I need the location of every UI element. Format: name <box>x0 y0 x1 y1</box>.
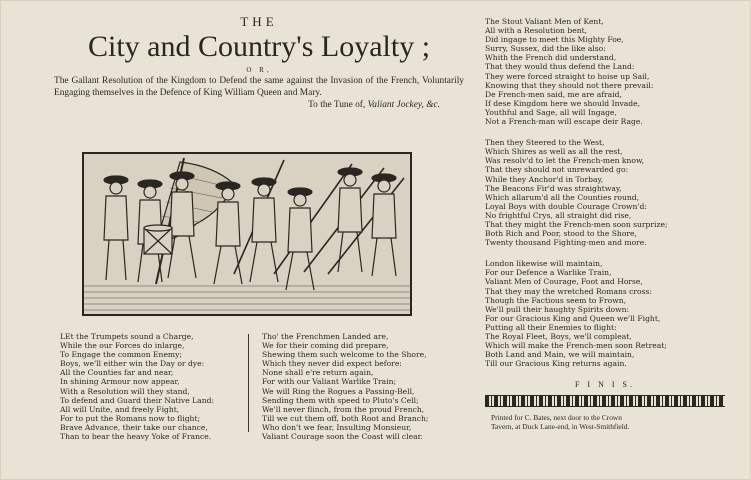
verse-line: The Royal Fleet, Boys, we'll compleat, <box>485 332 632 341</box>
subtitle <box>54 75 464 110</box>
verse-column-left <box>60 332 240 441</box>
verse-line: Then they Steered to the West, <box>485 138 605 148</box>
verse-line: Till our Gracious King returns again. <box>485 359 627 369</box>
title-the: THE <box>240 14 278 29</box>
verse-line: The Stout Valiant Men of Kent, <box>485 17 604 26</box>
verse-line: Than to bear the heavy Yoke of France. <box>60 432 212 442</box>
verse-line: Shewing them such welcome to the Shore, <box>262 350 427 360</box>
verse-line: Both Rich and Poor, stood to the Shore, <box>485 229 637 239</box>
verse-line: Till we cut them off, both Root and Branch; <box>262 413 429 423</box>
verse-line: For to put the Romans now to flight; <box>60 413 201 423</box>
verse-line: Valiant Men of Courage, Foot and Horse, <box>485 277 643 287</box>
verse-line: Though the Factious seem to Frown, <box>485 295 627 305</box>
verse-line: We'll pull their haughty Spirits down: <box>485 304 630 314</box>
verse-line: If dese Kingdom here we should Invade, <box>485 98 641 108</box>
verse-line: Sending them with speed to Pluto's Cell; <box>262 395 419 405</box>
verse-line: They were forced straight to hoise up Sail, <box>485 71 650 81</box>
verse-line: Which will make the French-men soon Retreat; <box>485 341 667 351</box>
imprint-line: Tavern, at Duck Lane-end, in West-Smithfield. <box>491 422 630 432</box>
imprint-line: Printed for C. Bates, next door to the Crown <box>491 413 622 423</box>
verse-line: To Engage the common Enemy; <box>60 350 182 360</box>
woodcut-soldiers-illustration <box>82 152 412 316</box>
verse-line: Loyal Boys with double Courage Crown'd: <box>485 201 647 211</box>
verse-line: Putting all their Enemies to flight: <box>485 322 617 332</box>
verse-line: Which Shires as well as all the rest, <box>485 147 623 157</box>
verse-line: Boys, we'll either win the Day or dye: <box>60 359 205 369</box>
verse-line: For our Defence a Warlike Train, <box>485 268 612 278</box>
verse-line: Not a French-man will escape deir Rage. <box>485 117 643 127</box>
imprint <box>485 413 725 431</box>
verse-line: LEt the Trumpets sound a Charge, <box>60 332 194 341</box>
verse-line: We for their coming did prepare, <box>262 341 389 351</box>
verse-line: With a Resolution will they stand, <box>60 386 190 396</box>
verse-line: Brave Advance, their take our chance, <box>60 422 208 432</box>
verse-line: Youthful and Sage, all will Ingage, <box>485 107 617 117</box>
title-or: O R, <box>246 66 272 74</box>
verse-line: We'll never flinch, from the proud French, <box>262 404 425 414</box>
verse-line: We will Ring the Rogues a Passing-Bell, <box>262 386 415 396</box>
verse-line: Was resolv'd to let the French-men know, <box>485 156 645 166</box>
verse-line: Both Land and Main, we will maintain, <box>485 350 635 360</box>
verse-line: Which they never did expect before: <box>262 359 402 369</box>
stanza-london <box>485 259 725 368</box>
verse-line: Who don't we fear, Insulting Monsieur, <box>262 422 412 432</box>
stanza-west <box>485 138 725 247</box>
verse-line: That they should not unrewarded go: <box>485 165 629 175</box>
verse-line: For with our Valiant Warlike Train; <box>262 377 397 387</box>
verse-line: Knowing that they should not there prevail: <box>485 80 654 90</box>
soldiers-drum-flag-image <box>84 154 410 314</box>
verse-line: In shining Armour now appear, <box>60 377 180 387</box>
verse-line: That they may the wretched Romans cross: <box>485 286 652 296</box>
verse-column-right <box>485 17 725 431</box>
tune-prefix: To the Tune of, <box>308 100 366 110</box>
verse-line: For our Gracious King and Queen we'll Fight, <box>485 313 661 323</box>
tune-line <box>308 99 440 111</box>
verse-line: To defend and Guard their Native Land: <box>60 395 215 405</box>
stanza-kent <box>485 17 725 126</box>
verse-line: Surry, Sussex, did the like also: <box>485 44 606 54</box>
page-title: City and Country's Loyalty ; <box>87 30 431 63</box>
verse-line: Tho' the Frenchmen Landed are, <box>262 332 389 341</box>
verse-line: All with a Resolution bent, <box>485 26 588 36</box>
verse-line: All will Unite, and freely Fight, <box>60 404 180 414</box>
verse-line: The Beacons Fir'd was straightway, <box>485 183 622 193</box>
verse-line: Did ingage to meet this Mighty Foe, <box>485 35 624 45</box>
verse-line: Which allarum'd all the Counties round, <box>485 192 640 202</box>
title-block <box>54 14 464 111</box>
verse-line: Whith the French did understand, <box>485 53 617 63</box>
verse-line: That they might the French-men soon surprize; <box>485 219 668 229</box>
verse-line: That they would thus defend the Land: <box>485 62 635 72</box>
verse-line: Twenty thousand Fighting-men and more. <box>485 238 647 248</box>
verse-line: London likewise will maintain, <box>485 259 603 269</box>
verse-line: While they Anchor'd in Torbay, <box>485 174 604 184</box>
subtitle-text: The Gallant Resolution of the Kingdom to Defend the same against the Invasion of the French, Voluntarily Engaging themselves in the Defence of King William Queen and Mary. <box>54 76 464 98</box>
ornament-border <box>485 395 725 407</box>
verse-line: All the Counties far and near, <box>60 368 174 378</box>
verse-line: None shall e're return again, <box>262 368 374 378</box>
verse-column-middle <box>262 332 462 441</box>
verse-line: No frightful Crys, all straight did rise, <box>485 210 632 220</box>
tune-name: Valiant Jockey, &c. <box>367 100 440 110</box>
verse-line: While the our Forces do inlarge, <box>60 341 185 351</box>
verse-line: De French-men said, me are afraid, <box>485 89 622 99</box>
finis: F I N I S. <box>574 380 635 390</box>
verse-line: Valiant Courage soon the Coast will clear. <box>262 432 423 442</box>
column-divider <box>248 334 249 432</box>
